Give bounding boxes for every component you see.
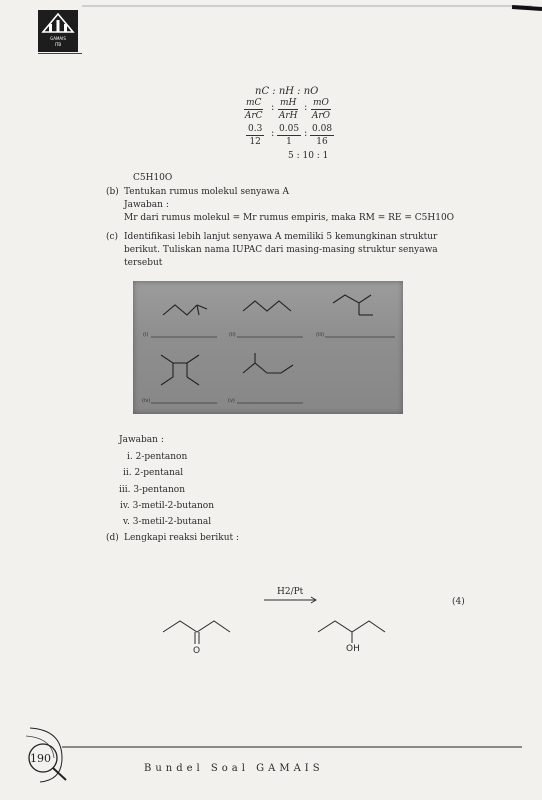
fraction-oxygen-values — [310, 123, 334, 148]
ketone-oxygen: O — [193, 646, 201, 656]
gamais-logo — [38, 10, 78, 52]
part-b-label: (b) — [106, 187, 119, 197]
structure-iv-skeleton — [161, 355, 173, 385]
fraction-denominator: 12 — [249, 137, 261, 147]
part-d-question: Lengkapi reaksi berikut : — [124, 533, 240, 543]
fraction-denominator: 16 — [316, 137, 328, 147]
score-label: (4) — [452, 597, 465, 607]
reagent-label: H2/Pt — [277, 587, 304, 597]
structure-i-carbonyl — [197, 305, 199, 315]
fraction-hydrogen-values — [277, 123, 301, 148]
fraction-denominator: ArC — [244, 111, 263, 121]
fraction-mh-arh — [278, 97, 298, 122]
answer-item-v — [123, 516, 211, 529]
part-b-answer-label: Jawaban : — [124, 200, 169, 210]
answer-item-i — [127, 451, 187, 464]
footer-graphic — [0, 710, 542, 800]
structure-label-ii: (ii) — [229, 332, 236, 338]
structure-i-skeleton — [163, 305, 197, 315]
structure-label-v: (v) — [228, 398, 235, 404]
structure-ii-skeleton — [243, 301, 291, 311]
answer-number: iii. — [119, 485, 131, 495]
mole-ratio-header: nC : nH : nO — [255, 86, 319, 97]
answer-number: ii. — [123, 468, 132, 478]
part-b-answer: Mr dari rumus molekul = Mr rumus empiris, maka RM = RE = C5H10O — [124, 213, 455, 223]
answer-name: 3-metil-2-butanal — [132, 517, 212, 527]
part-c-question-line1: Identifikasi lebih lanjut senyawa A memiliki 5 kemungkinan struktur — [124, 232, 438, 242]
fraction-denominator: ArH — [278, 111, 298, 121]
part-d-label: (d) — [106, 533, 119, 543]
structure-label-iv: (iv) — [142, 398, 151, 404]
answer-name: 2-pentanal — [134, 468, 184, 478]
answer-item-ii — [123, 467, 183, 480]
answer-item-iv — [120, 500, 214, 513]
fraction-mc-arc — [244, 97, 263, 122]
fraction-mo-aro — [311, 97, 331, 122]
fraction-carbon-values — [246, 123, 264, 148]
part-c-answer-label: Jawaban : — [119, 435, 164, 445]
ratio-result: 5 : 10 : 1 — [288, 151, 329, 161]
fraction-numerator: mH — [280, 98, 297, 108]
part-b-question: Tentukan rumus molekul senyawa A — [124, 187, 289, 197]
fraction-numerator: 0.05 — [279, 124, 300, 134]
product-alcohol-skeleton — [318, 621, 385, 632]
structure-iii-skeleton — [333, 295, 371, 303]
colon: : — [304, 102, 308, 113]
logo-text-top: GAMAIS — [50, 36, 66, 41]
colon: : — [271, 128, 275, 139]
part-c-question-line3: tersebut — [124, 258, 163, 268]
reaction-scheme — [0, 580, 542, 700]
answer-item-iii — [119, 484, 185, 497]
part-c-question-line2: berikut. Tuliskan nama IUPAC dari masing-masing struktur senyawa — [124, 245, 438, 255]
page-number: 190 — [30, 752, 51, 765]
fraction-numerator: mC — [246, 98, 262, 108]
fraction-numerator: 0.3 — [248, 124, 263, 134]
structures-photo — [133, 281, 403, 414]
empirical-formula: C5H10O — [133, 173, 173, 183]
fraction-numerator: 0.08 — [312, 124, 333, 134]
answer-name: 2-pentanon — [135, 452, 188, 462]
fraction-numerator: mO — [313, 98, 329, 108]
structure-v-skeleton — [243, 363, 293, 373]
reactant-ketone-skeleton — [163, 621, 230, 632]
corner-mark — [512, 5, 542, 11]
answer-number: v. — [123, 517, 130, 527]
fraction-denominator: ArO — [311, 111, 331, 121]
top-rule — [82, 5, 532, 7]
part-c-label: (c) — [106, 232, 119, 242]
answer-number: i. — [127, 452, 133, 462]
alcohol-hydroxyl: OH — [346, 644, 360, 654]
answer-name: 3-pentanon — [133, 485, 186, 495]
colon: : — [271, 102, 275, 113]
logo-underline — [38, 53, 82, 54]
structure-label-i: (i) — [143, 332, 149, 338]
colon: : — [304, 128, 308, 139]
footer-title: Bundel Soal GAMAIS — [144, 763, 324, 774]
logo-text-bottom: ITB — [54, 42, 62, 47]
answer-number: iv. — [120, 501, 130, 511]
fraction-denominator: 1 — [286, 137, 292, 147]
structure-label-iii: (iii) — [316, 332, 325, 338]
answer-name: 3-metil-2-butanon — [132, 501, 215, 511]
